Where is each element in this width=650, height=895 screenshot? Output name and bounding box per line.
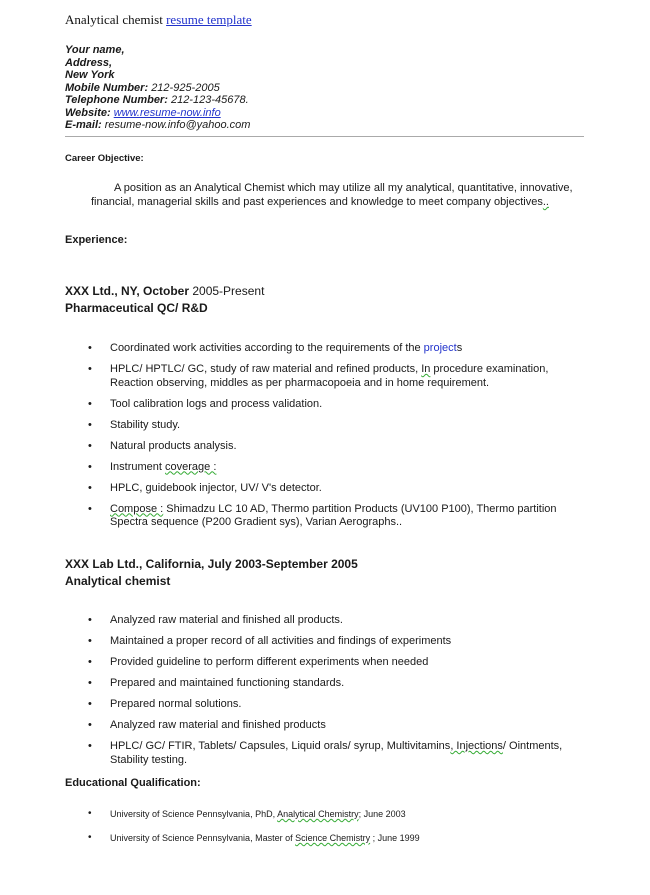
- website-label: Website:: [65, 106, 111, 119]
- spell-mark: ..: [542, 196, 549, 208]
- list-item: • Provided guideline to perform different experiments when needed: [88, 656, 588, 670]
- job1-duties: [88, 342, 588, 537]
- list-item: • Prepared normal solutions.: [88, 698, 588, 712]
- contact-block: [65, 44, 250, 132]
- list-item: • Analyzed raw material and finished all products.: [88, 614, 588, 628]
- projects-link[interactable]: project: [423, 342, 457, 354]
- list-item: • Instrument coverage :: [88, 461, 588, 475]
- page-title: [65, 12, 252, 28]
- website-link[interactable]: www.resume-now.info: [113, 106, 221, 119]
- mobile-value: 212-925-2005: [151, 81, 220, 94]
- job2-role: Analytical chemist: [65, 574, 171, 588]
- list-item: • HPLC, guidebook injector, UV/ V's detector.: [88, 482, 588, 496]
- career-objective-text: [91, 181, 591, 209]
- objective-body: A position as an Analytical Chemist which may utilize all my analytical, quantitative, innovative, financial, managerial skills and past experiences and knowledge to meet company objectives: [91, 182, 573, 208]
- list-item: • University of Science Pennsylvania, Master of Science Chemistry ; June 1999: [88, 832, 588, 844]
- job1-header: [65, 283, 264, 317]
- job2-company: XXX Lab Ltd., California, July 2003-September 2005: [65, 557, 358, 571]
- list-item: • Analyzed raw material and finished products: [88, 719, 588, 733]
- list-item: • Natural products analysis.: [88, 440, 588, 454]
- telephone-value: 212-123-45678.: [170, 94, 249, 106]
- list-item: • Compose : Shimadzu LC 10 AD, Thermo partition Products (UV100 P100), Thermo partition Spectra sequence (P200 Gradient sys), Varian Aerographs..: [88, 503, 588, 530]
- list-item: • University of Science Pennsylvania, PhD, Analytical Chemistry; June 2003: [88, 808, 588, 820]
- list-item: • Tool calibration logs and process validation.: [88, 398, 588, 412]
- title-text: Analytical chemist: [65, 12, 163, 27]
- experience-heading: Experience:: [65, 234, 128, 246]
- job1-company: XXX Ltd., NY, October: [65, 284, 190, 298]
- education-heading: Educational Qualification:: [65, 777, 201, 789]
- resume-template-link[interactable]: resume template: [166, 12, 252, 27]
- list-item: • Maintained a proper record of all activities and findings of experiments: [88, 635, 588, 649]
- job2-duties: [88, 614, 588, 775]
- contact-city: New York: [65, 69, 115, 81]
- education-list: [88, 808, 588, 856]
- list-item: • Prepared and maintained functioning standards.: [88, 677, 588, 691]
- contact-address: Address,: [65, 56, 113, 69]
- mobile-label: Mobile Number:: [65, 81, 149, 94]
- divider: [65, 136, 584, 137]
- list-item: • HPLC/ HPTLC/ GC, study of raw material and refined products, In procedure examination, Reaction observing, middles as per pharmacopoeia and in home requirement.: [88, 363, 588, 390]
- email-label: E-mail:: [65, 119, 102, 131]
- email-value: resume-now.info@yahoo.com: [104, 119, 251, 131]
- job1-period: 2005-Present: [189, 284, 265, 298]
- job2-header: [65, 556, 358, 590]
- job1-role: Pharmaceutical QC/ R&D: [65, 301, 208, 315]
- list-item: • HPLC/ GC/ FTIR, Tablets/ Capsules, Liquid orals/ syrup, Multivitamins, Injections/ Ointments, Stability testing.: [88, 740, 588, 767]
- list-item: • Stability study.: [88, 419, 588, 433]
- telephone-label: Telephone Number:: [65, 94, 168, 106]
- contact-name: Your name,: [65, 44, 125, 56]
- list-item: • Coordinated work activities according to the requirements of the projects: [88, 342, 588, 356]
- career-objective-heading: Career Objective:: [65, 153, 144, 164]
